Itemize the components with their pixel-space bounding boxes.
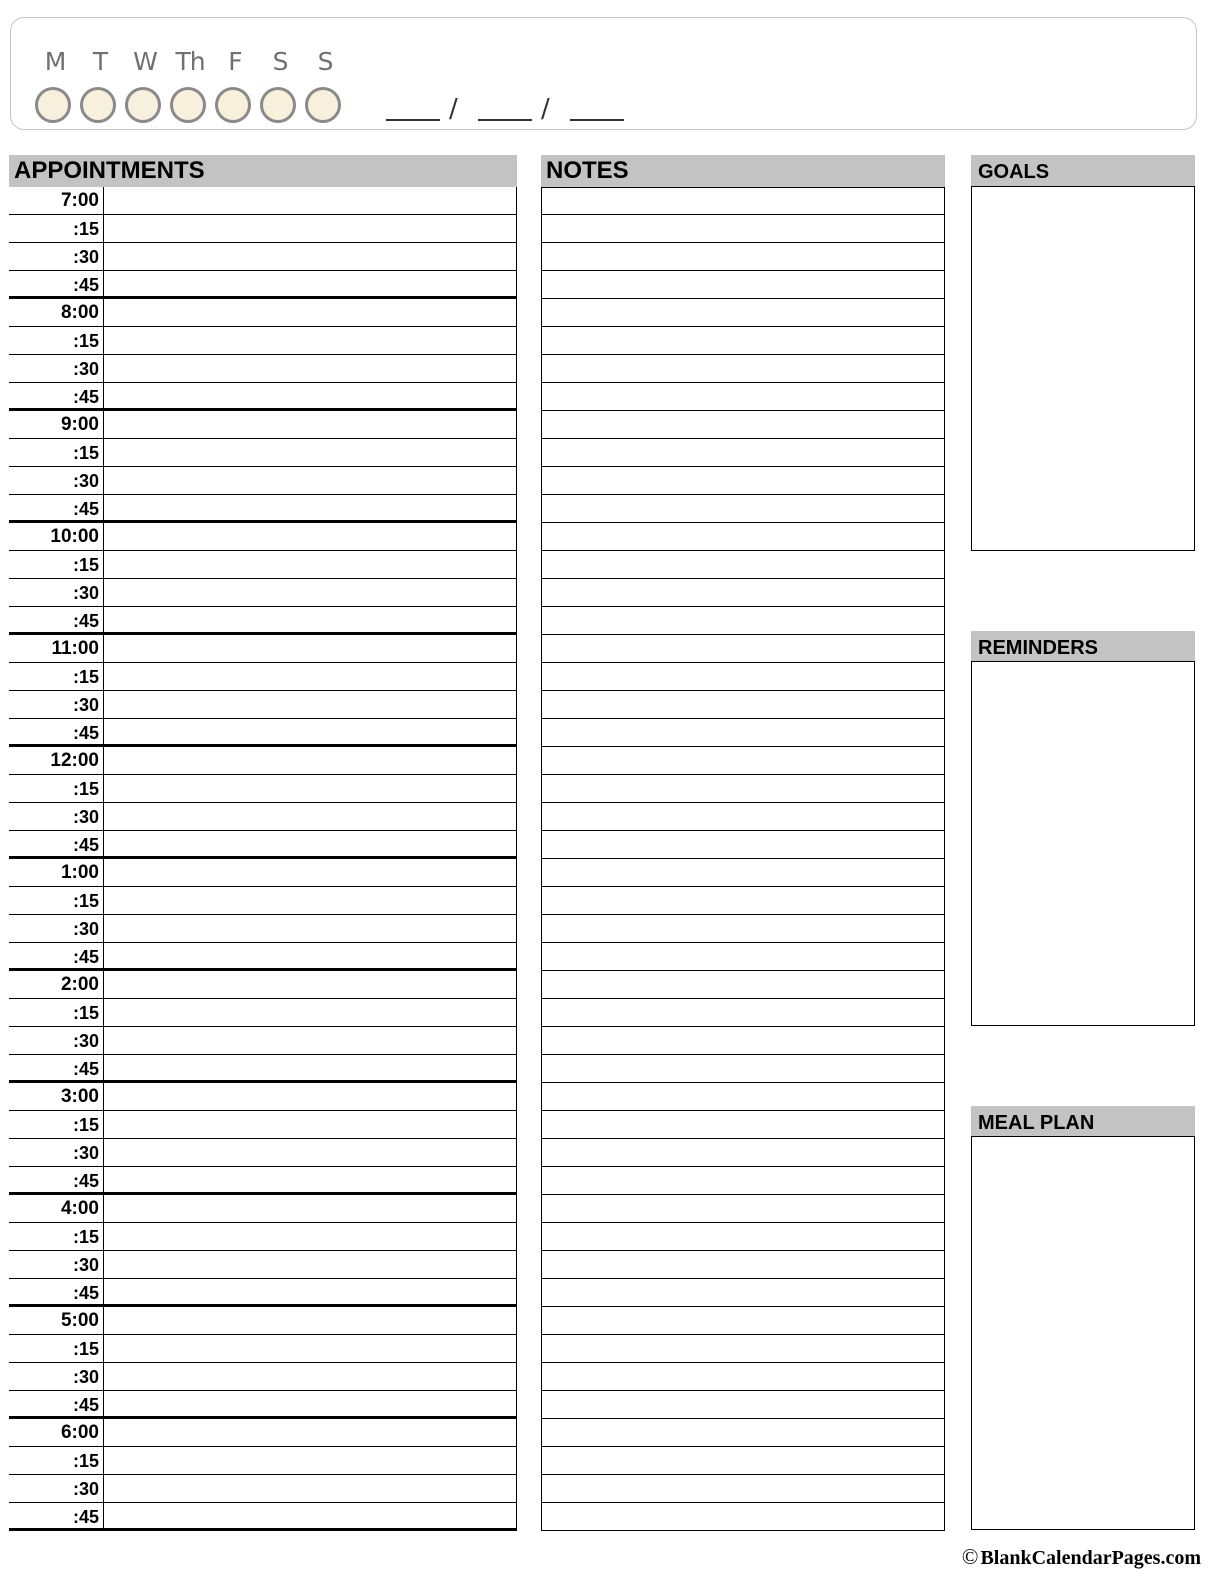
- notes-line[interactable]: [542, 691, 944, 719]
- time-label: 3:00: [60, 1086, 99, 1107]
- goals-box[interactable]: [971, 186, 1195, 551]
- appointment-entry-field[interactable]: [103, 607, 517, 632]
- appointment-entry-field[interactable]: [103, 299, 517, 326]
- appointment-entry-field[interactable]: [103, 411, 517, 438]
- appointment-entry-field[interactable]: [103, 1307, 517, 1334]
- day-circle-checkbox[interactable]: [170, 87, 206, 123]
- appointment-entry-field[interactable]: [103, 971, 517, 998]
- time-label: :30: [72, 1255, 99, 1275]
- appointment-entry-field[interactable]: [103, 187, 517, 214]
- appointment-row: [9, 327, 517, 355]
- appointment-row: [9, 999, 517, 1027]
- notes-line[interactable]: [542, 495, 944, 523]
- notes-line[interactable]: [542, 943, 944, 971]
- appointment-entry-field[interactable]: [103, 663, 517, 690]
- time-label: :15: [72, 1115, 99, 1135]
- appointment-entry-field[interactable]: [103, 271, 517, 296]
- notes-line[interactable]: [542, 243, 944, 271]
- notes-line[interactable]: [542, 551, 944, 579]
- notes-line[interactable]: [542, 1503, 944, 1531]
- notes-line[interactable]: [542, 971, 944, 999]
- day-option-6[interactable]: [260, 49, 300, 89]
- appointment-entry-field[interactable]: [103, 1223, 517, 1250]
- notes-line[interactable]: [542, 719, 944, 747]
- day-letter: M: [44, 47, 66, 76]
- appointment-row: [9, 271, 517, 299]
- appointment-row: [9, 663, 517, 691]
- notes-line[interactable]: [542, 1167, 944, 1195]
- day-circle-checkbox[interactable]: [35, 87, 71, 123]
- time-label: 8:00: [60, 302, 99, 323]
- notes-line[interactable]: [542, 383, 944, 411]
- time-label: 12:00: [50, 750, 99, 771]
- reminders-header: REMINDERS: [971, 631, 1195, 663]
- notes-line[interactable]: [542, 327, 944, 355]
- notes-line[interactable]: [542, 1139, 944, 1167]
- appointment-row: [9, 1363, 517, 1391]
- time-label: 11:00: [51, 638, 99, 659]
- notes-line[interactable]: [542, 411, 944, 439]
- time-label: :30: [72, 807, 99, 827]
- notes-line[interactable]: [542, 439, 944, 467]
- day-letter: W: [133, 47, 157, 76]
- appointment-row: [9, 1419, 517, 1447]
- time-label: :45: [72, 499, 99, 519]
- appointment-row: [9, 1307, 517, 1335]
- notes-table: [541, 187, 945, 1531]
- appointment-entry-field[interactable]: [103, 439, 517, 466]
- time-label: :30: [72, 471, 99, 491]
- appointment-row: [9, 887, 517, 915]
- time-label: 6:00: [60, 1422, 99, 1443]
- time-label: :45: [72, 1507, 99, 1527]
- appointment-row: [9, 355, 517, 383]
- time-label: :15: [72, 1339, 99, 1359]
- notes-line[interactable]: [542, 1083, 944, 1111]
- day-letter: T: [92, 47, 108, 76]
- appointment-entry-field[interactable]: [103, 859, 517, 886]
- date-year-blank[interactable]: [570, 119, 624, 121]
- time-label: :15: [72, 667, 99, 687]
- time-label: :15: [72, 331, 99, 351]
- notes-line[interactable]: [542, 187, 944, 215]
- header-card: [10, 17, 1197, 130]
- day-option-1[interactable]: [35, 49, 75, 89]
- notes-line[interactable]: [542, 635, 944, 663]
- appointment-row: [9, 1139, 517, 1167]
- time-label: 9:00: [60, 414, 99, 435]
- appointment-entry-field[interactable]: [103, 1419, 517, 1446]
- appointment-entry-field[interactable]: [103, 1027, 517, 1054]
- appointment-row: [9, 635, 517, 663]
- notes-line[interactable]: [542, 831, 944, 859]
- time-label: :45: [72, 1283, 99, 1303]
- appointment-entry-field[interactable]: [103, 943, 517, 968]
- date-separator-2: /: [541, 94, 550, 124]
- appointment-entry-field[interactable]: [103, 1279, 517, 1304]
- appointment-row: [9, 1475, 517, 1503]
- time-label: :15: [72, 443, 99, 463]
- notes-line[interactable]: [542, 1363, 944, 1391]
- appointment-row: [9, 1391, 517, 1419]
- time-label: :15: [72, 1003, 99, 1023]
- day-option-7[interactable]: [305, 49, 345, 89]
- appointment-row: [9, 775, 517, 803]
- notes-line[interactable]: [542, 271, 944, 299]
- appointment-entry-field[interactable]: [103, 1055, 517, 1080]
- notes-line[interactable]: [542, 775, 944, 803]
- time-label: 4:00: [60, 1198, 99, 1219]
- appointment-row: [9, 467, 517, 495]
- day-option-3[interactable]: [125, 49, 165, 89]
- appointment-row: [9, 523, 517, 551]
- notes-line[interactable]: [542, 355, 944, 383]
- appointment-entry-field[interactable]: [103, 719, 517, 744]
- notes-line[interactable]: [542, 215, 944, 243]
- meal-plan-header: MEAL PLAN: [971, 1106, 1195, 1138]
- time-label: :45: [72, 275, 99, 295]
- notes-header: NOTES: [541, 155, 945, 187]
- day-option-4[interactable]: [170, 49, 210, 89]
- day-circle-checkbox[interactable]: [80, 87, 116, 123]
- appointment-entry-field[interactable]: [103, 215, 517, 242]
- time-label: 7:00: [60, 190, 99, 211]
- appointment-entry-field[interactable]: [103, 355, 517, 382]
- time-label: :15: [72, 1451, 99, 1471]
- appointment-entry-field[interactable]: [103, 243, 517, 270]
- appointment-row: [9, 1111, 517, 1139]
- time-label: 2:00: [60, 974, 99, 995]
- notes-line[interactable]: [542, 1307, 944, 1335]
- appointment-entry-field[interactable]: [103, 1139, 517, 1166]
- notes-line[interactable]: [542, 1335, 944, 1363]
- appointment-row: [9, 1335, 517, 1363]
- time-label: :45: [72, 723, 99, 743]
- appointment-entry-field[interactable]: [103, 803, 517, 830]
- appointments-header: APPOINTMENTS: [9, 155, 517, 187]
- appointment-entry-field[interactable]: [103, 1363, 517, 1390]
- day-letter: F: [228, 47, 242, 76]
- appointment-entry-field[interactable]: [103, 999, 517, 1026]
- appointment-row: [9, 495, 517, 523]
- date-month-blank[interactable]: [386, 119, 440, 121]
- appointment-row: [9, 1027, 517, 1055]
- appointment-row: [9, 1083, 517, 1111]
- day-option-5[interactable]: [215, 49, 255, 89]
- appointment-entry-field[interactable]: [103, 579, 517, 606]
- time-label: :15: [72, 1227, 99, 1247]
- time-label: :45: [72, 1059, 99, 1079]
- time-label: :30: [72, 1031, 99, 1051]
- appointment-row: [9, 943, 517, 971]
- time-label: :30: [72, 919, 99, 939]
- appointment-entry-field[interactable]: [103, 1083, 517, 1110]
- appointment-row: [9, 971, 517, 999]
- notes-line[interactable]: [542, 1195, 944, 1223]
- day-circle-checkbox[interactable]: [260, 87, 296, 123]
- time-label: 10:00: [50, 526, 99, 547]
- day-letter: S: [272, 47, 288, 76]
- time-label: :15: [72, 219, 99, 239]
- appointment-entry-field[interactable]: [103, 635, 517, 662]
- time-label: 1:00: [60, 862, 99, 883]
- appointment-entry-field[interactable]: [103, 915, 517, 942]
- notes-line[interactable]: [542, 663, 944, 691]
- appointment-entry-field[interactable]: [103, 747, 517, 774]
- notes-line[interactable]: [542, 1251, 944, 1279]
- time-label: :15: [72, 891, 99, 911]
- appointment-entry-field[interactable]: [103, 1251, 517, 1278]
- appointment-entry-field[interactable]: [103, 495, 517, 520]
- time-label: :30: [72, 359, 99, 379]
- reminders-box[interactable]: [971, 661, 1195, 1026]
- appointment-row: [9, 215, 517, 243]
- appointment-entry-field[interactable]: [103, 1167, 517, 1192]
- notes-line[interactable]: [542, 579, 944, 607]
- appointment-row: [9, 1223, 517, 1251]
- appointment-row: [9, 1503, 517, 1531]
- notes-line[interactable]: [542, 1391, 944, 1419]
- appointment-entry-field[interactable]: [103, 831, 517, 856]
- day-letter: S: [317, 47, 333, 76]
- appointment-entry-field[interactable]: [103, 887, 517, 914]
- notes-line[interactable]: [542, 1027, 944, 1055]
- time-label: :30: [72, 247, 99, 267]
- time-label: :30: [72, 1143, 99, 1163]
- appointment-row: [9, 579, 517, 607]
- appointment-row: [9, 1055, 517, 1083]
- notes-line[interactable]: [542, 747, 944, 775]
- date-day-blank[interactable]: [478, 119, 532, 121]
- notes-line[interactable]: [542, 1475, 944, 1503]
- appointment-row: [9, 1251, 517, 1279]
- notes-line[interactable]: [542, 607, 944, 635]
- appointment-row: [9, 1167, 517, 1195]
- time-label: :45: [72, 387, 99, 407]
- time-label: :30: [72, 583, 99, 603]
- goals-header: GOALS: [971, 155, 1195, 187]
- notes-line[interactable]: [542, 859, 944, 887]
- day-option-2[interactable]: [80, 49, 120, 89]
- appointment-row: [9, 439, 517, 467]
- appointment-entry-field[interactable]: [103, 327, 517, 354]
- appointment-entry-field[interactable]: [103, 523, 517, 550]
- appointments-table: [9, 187, 517, 1531]
- appointment-row: [9, 243, 517, 271]
- date-separator-1: /: [449, 94, 458, 124]
- time-label: :45: [72, 1171, 99, 1191]
- footer-site: BlankCalendarPages.com: [980, 1547, 1201, 1569]
- appointment-row: [9, 747, 517, 775]
- day-circle-checkbox[interactable]: [125, 87, 161, 123]
- appointment-row: [9, 831, 517, 859]
- notes-line[interactable]: [542, 1419, 944, 1447]
- appointment-row: [9, 551, 517, 579]
- appointment-entry-field[interactable]: [103, 383, 517, 408]
- time-label: :15: [72, 555, 99, 575]
- time-label: :30: [72, 1479, 99, 1499]
- time-label: :45: [72, 611, 99, 631]
- time-label: 5:00: [60, 1310, 99, 1331]
- appointment-entry-field[interactable]: [103, 1335, 517, 1362]
- appointment-entry-field[interactable]: [103, 691, 517, 718]
- appointment-row: [9, 299, 517, 327]
- appointment-row: [9, 803, 517, 831]
- notes-line[interactable]: [542, 999, 944, 1027]
- notes-line[interactable]: [542, 915, 944, 943]
- appointment-entry-field[interactable]: [103, 1391, 517, 1416]
- appointment-entry-field[interactable]: [103, 467, 517, 494]
- copyright-icon: ©: [961, 1544, 979, 1569]
- footer-credit: [962, 1544, 1201, 1570]
- notes-line[interactable]: [542, 1279, 944, 1307]
- day-circle-checkbox[interactable]: [305, 87, 341, 123]
- meal-plan-box[interactable]: [971, 1136, 1195, 1530]
- appointment-entry-field[interactable]: [103, 1195, 517, 1222]
- notes-line[interactable]: [542, 1223, 944, 1251]
- notes-line[interactable]: [542, 1055, 944, 1083]
- appointment-row: [9, 187, 517, 215]
- appointment-entry-field[interactable]: [103, 1475, 517, 1502]
- time-label: :30: [72, 1367, 99, 1387]
- notes-line[interactable]: [542, 803, 944, 831]
- appointment-row: [9, 1447, 517, 1475]
- notes-line[interactable]: [542, 523, 944, 551]
- appointment-entry-field[interactable]: [103, 1447, 517, 1474]
- appointment-row: [9, 607, 517, 635]
- notes-line[interactable]: [542, 887, 944, 915]
- notes-line[interactable]: [542, 1111, 944, 1139]
- appointment-entry-field[interactable]: [103, 1111, 517, 1138]
- appointment-row: [9, 719, 517, 747]
- time-label: :15: [72, 779, 99, 799]
- time-label: :45: [72, 1395, 99, 1415]
- appointment-row: [9, 383, 517, 411]
- notes-line[interactable]: [542, 467, 944, 495]
- appointment-row: [9, 915, 517, 943]
- appointment-row: [9, 1279, 517, 1307]
- appointment-entry-field[interactable]: [103, 1503, 517, 1528]
- time-label: :45: [72, 835, 99, 855]
- appointment-entry-field[interactable]: [103, 551, 517, 578]
- time-label: :45: [72, 947, 99, 967]
- appointment-row: [9, 859, 517, 887]
- appointment-row: [9, 411, 517, 439]
- day-letter: Th: [175, 47, 205, 76]
- notes-line[interactable]: [542, 299, 944, 327]
- day-circle-checkbox[interactable]: [215, 87, 251, 123]
- appointment-entry-field[interactable]: [103, 775, 517, 802]
- appointment-row: [9, 1195, 517, 1223]
- notes-line[interactable]: [542, 1447, 944, 1475]
- appointment-row: [9, 691, 517, 719]
- time-label: :30: [72, 695, 99, 715]
